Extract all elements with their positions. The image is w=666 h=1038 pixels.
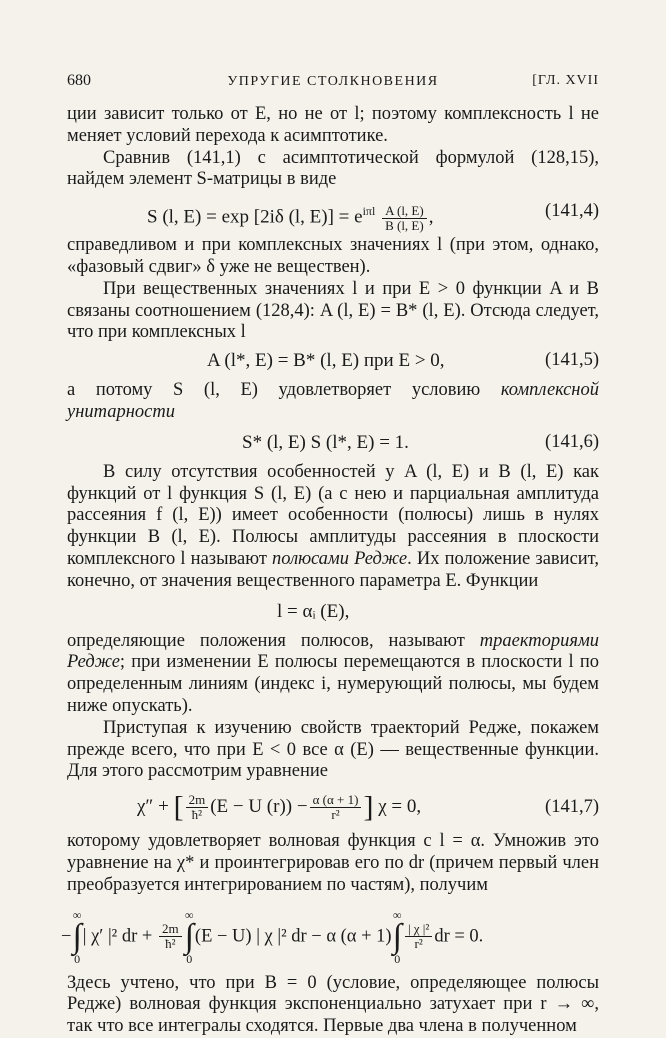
paragraph-5-text: а потому S (l, E) удовлетворяет условию [67, 380, 501, 401]
eq1-lhs: S (l, E) = exp [2iδ (l, E)] = e [147, 206, 363, 228]
paragraph-7-text: определяющие положения полюсов, называют [67, 630, 480, 651]
equation-regge [67, 597, 599, 627]
integral-upper: ∞ [72, 907, 82, 922]
equation-141-7 [67, 787, 599, 827]
eq6-term1: | χ′ |² dr + [82, 925, 153, 946]
paragraph-5-emphasis: комплексной унитарности [67, 380, 599, 422]
equation-body: S* (l, E) S (l*, E) = 1. [242, 431, 409, 453]
eq6-frac2-num: | χ |² [405, 922, 432, 937]
eq5-frac2-num: α (α + 1) [310, 793, 362, 808]
running-title: УПРУГИЕ СТОЛКНОВЕНИЯ [227, 74, 439, 89]
integral-sign-3: ∞ ∫ 0 [392, 907, 402, 966]
equation-141-5 [67, 348, 599, 376]
paragraph-2: Сравнив (141,1) с асимптотической формулой (128,15), найдем элемент S-матрицы в виде [67, 147, 599, 190]
eq6-frac2-den: r² [414, 936, 423, 952]
integral-sign-2: ∞ ∫ 0 [184, 907, 194, 966]
equation-body: S (l, E) = exp [2iδ (l, $E)] = e^{i\pi l}$ $\frac{A (l, E)}{B (l, E)}$ , [147, 202, 434, 233]
equation-141-4 [67, 195, 599, 231]
paragraph-5 [67, 380, 599, 424]
equation-number: (141,4) [545, 201, 599, 222]
integral-lower: 0 [74, 951, 81, 966]
paragraph-6-text-end: . Их положение зависит, конечно, от значения вещественного параметра E. Функции [67, 548, 599, 591]
page-number: 680 [67, 72, 91, 89]
paragraph-3: справедливом и при комплексных значениях l (при этом, однако, «фазовый сдвиг» δ уже не веществен). [67, 235, 599, 277]
integral-upper: ∞ [392, 907, 402, 922]
paragraph-6-emphasis: полюсами Редже [272, 548, 408, 569]
eq6-frac1-den: ħ² [165, 936, 176, 952]
paragraph-8: Приступая к изучению свойств траекторий Редже, покажем прежде всего, что при E < 0 все α (E) — вещественные функции. Для этого рассмотрим уравнение [67, 717, 599, 782]
eq5-frac1-num: 2m [186, 793, 209, 808]
eq1-fraction [382, 204, 427, 233]
equation-body: l = αᵢ (E), [277, 600, 350, 622]
equation-body: χ″ + [ $\frac{2m}{\text{ħ²}}$ (E − U (r)) − $\frac{\alpha (\alpha + 1)}{\text{r²}}$ ] χ = 0, [137, 790, 422, 824]
page-body [61, 104, 599, 1038]
equation-number: (141,5) [545, 350, 599, 371]
eq5-lhs: χ″ + [137, 795, 174, 817]
eq5-frac2-den: r² [331, 807, 340, 823]
paragraph-4: При вещественных значениях l и при E > 0 функции A и B связаны соотношением (128,4): A (l, E) = B* (l, E). Отсюда следует, что при комплексных l [67, 278, 599, 343]
equation-number: (141,6) [545, 431, 599, 452]
paragraph-7-emphasis: траекториями Редже [67, 630, 599, 673]
paragraph-7-text-end: ; при изменении E полюсы перемещаются в плоскости l по определенным линиям (индекс i, нумерующий полюсы, мы будем ниже опускать). [67, 652, 599, 716]
chapter-label: [ГЛ. XVII [532, 73, 599, 88]
integral-lower: 0 [186, 951, 193, 966]
eq5-frac1-den: ħ² [191, 807, 203, 823]
eq6-term2: (E − U) | χ |² dr − α (α + 1) [194, 925, 392, 946]
paragraph-9: которому удовлетворяет волновая функция с l = α. Умножив это уравнение на χ* и проинтегрировав его по dr (причем первый член преобразуется интегрированием по частям), получим [67, 831, 599, 895]
page-header [67, 72, 599, 96]
eq6-term3: dr = 0. [434, 925, 484, 946]
integral-lower: 0 [394, 951, 401, 966]
equation-141-6 [67, 428, 599, 458]
eq1-numerator: A (l, E) [382, 204, 427, 219]
eq1-exponent: iπl [362, 204, 376, 219]
equation-integral [61, 901, 599, 969]
eq6-frac1-num: 2m [159, 922, 182, 937]
paragraph-6 [67, 462, 599, 593]
eq5-end: χ = 0, [378, 795, 422, 817]
paragraph-1: ции зависит только от E, но не от l; поэтому комплексность l не меняет условий перехода к асимптотике. [67, 104, 599, 146]
paragraph-7 [67, 631, 599, 718]
equation-body: A (l*, E) = B* (l, E) при E > 0, [207, 350, 445, 372]
integral-upper: ∞ [184, 907, 194, 922]
equation-body: −∞ ∫ 0| χ′ |² dr + $\frac{2m}{\text{ħ²}}$ ∞ ∫ 0(E − U) | χ |² dr − α (α + 1)∞ ∫ 0 $\frac{\text{| χ |²}}{\text{r²}}$ dr = 0. [61, 907, 484, 966]
integral-sign-1: ∞ ∫ 0 [72, 907, 82, 966]
eq5-mid: (E − U (r)) − [210, 795, 308, 817]
equation-number: (141,7) [545, 797, 599, 818]
paragraph-6-text: В силу отсутствия особенностей у A (l, E) и B (l, E) как функций от l функция S (l, E) (а с нею и парциальная амплитуда рассеяния f (l, E)) имеет особенности (полюсы) лишь в нулях функции B (l, E). Полюсы амплитуды рассеяния в плоскости комплексного l называют [67, 461, 599, 569]
paragraph-10: Здесь учтено, что при B = 0 (условие, определяющее полюсы Редже) волновая функция экспоненциально затухает при r → ∞, так что все интегралы сходятся. Первые два члена в полученном [67, 972, 599, 1037]
eq1-denominator: B (l, E) [385, 217, 424, 233]
